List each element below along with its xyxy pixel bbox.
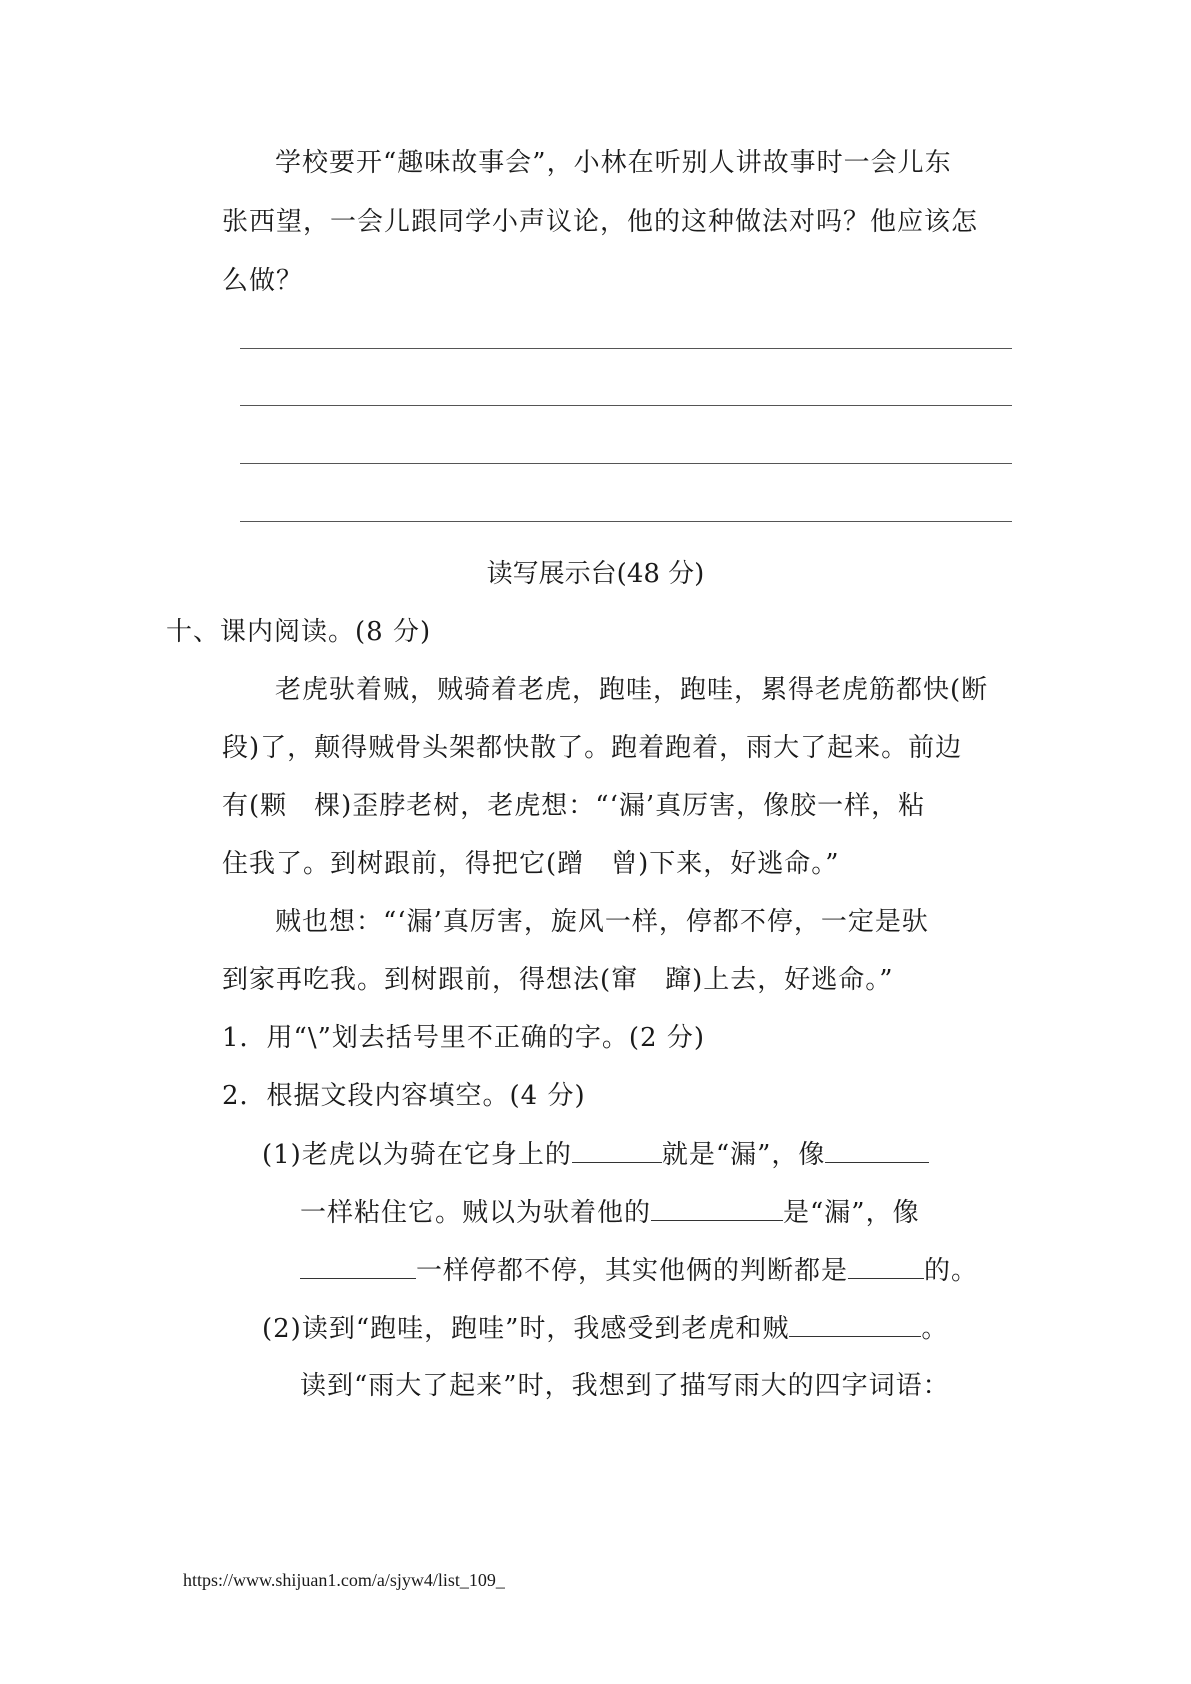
blank-1[interactable]	[572, 1136, 662, 1163]
question9-line-3: 么做？	[222, 266, 304, 296]
sub1-text-e: 一样停都不停，其实他俩的判断都是	[416, 1256, 849, 1286]
answer-line-4[interactable]	[240, 521, 1012, 522]
answer-line-1[interactable]	[240, 348, 1012, 349]
passage-p1-line-4: 住我了。到树跟前，得把它(蹭 曾)下来，好逃命。”	[222, 849, 840, 879]
blank-6[interactable]	[789, 1310, 921, 1337]
sub1-line-2	[300, 1194, 920, 1231]
sub2-line-2: 读到“雨大了起来”时，我想到了描写雨大的四字词语：	[300, 1371, 950, 1401]
sub2-text-b: 。	[921, 1314, 949, 1344]
blank-4[interactable]	[300, 1252, 416, 1279]
answer-line-3[interactable]	[240, 463, 1012, 464]
sub1-line-3	[300, 1252, 978, 1289]
sub2-text-a: (2)读到“跑哇，跑哇”时，我感受到老虎和贼	[262, 1314, 790, 1344]
footer-url[interactable]: https://www.shijuan1.com/a/sjyw4/list_109_	[183, 1570, 505, 1590]
item-2: 2．根据文段内容填空。(4 分)	[222, 1081, 586, 1111]
question10-heading: 十、课内阅读。(8 分)	[166, 617, 432, 647]
sub1-text-c: 一样粘住它。贼以为驮着他的	[300, 1198, 652, 1228]
question9-line-2: 张西望，一会儿跟同学小声议论，他的这种做法对吗？他应该怎	[222, 207, 979, 237]
passage-p1-line-3: 有(颗 棵)歪脖老树，老虎想：“‘漏’真厉害，像胶一样，粘	[222, 791, 926, 821]
answer-line-2[interactable]	[240, 405, 1012, 406]
question9-line-1: 学校要开“趣味故事会”，小林在听别人讲故事时一会儿东	[275, 148, 952, 178]
blank-2[interactable]	[825, 1136, 929, 1163]
sub1-text-b: 就是“漏”，像	[661, 1140, 826, 1170]
section-title: 读写展示台(48 分)	[486, 559, 705, 589]
sub1-text-f: 的。	[924, 1256, 979, 1286]
sub1-text-a: (1)老虎以为骑在它身上的	[262, 1140, 572, 1170]
sub2-line-1	[262, 1310, 948, 1347]
passage-p1-line-1: 老虎驮着贼，贼骑着老虎，跑哇，跑哇，累得老虎筋都快(断	[275, 675, 989, 705]
sub1-text-d: 是“漏”，像	[783, 1198, 920, 1228]
passage-p2-line-2: 到家再吃我。到树跟前，得想法(窜 蹿)上去，好逃命。”	[222, 965, 894, 995]
blank-3[interactable]	[651, 1194, 783, 1221]
sub1-line-1	[262, 1136, 929, 1173]
passage-p2-line-1: 贼也想：“‘漏’真厉害，旋风一样，停都不停，一定是驮	[275, 907, 929, 937]
blank-5[interactable]	[848, 1252, 924, 1279]
passage-p1-line-2: 段)了，颠得贼骨头架都快散了。跑着跑着，雨大了起来。前边	[222, 733, 963, 763]
item-1: 1．用“\”划去括号里不正确的字。(2 分)	[222, 1023, 705, 1053]
